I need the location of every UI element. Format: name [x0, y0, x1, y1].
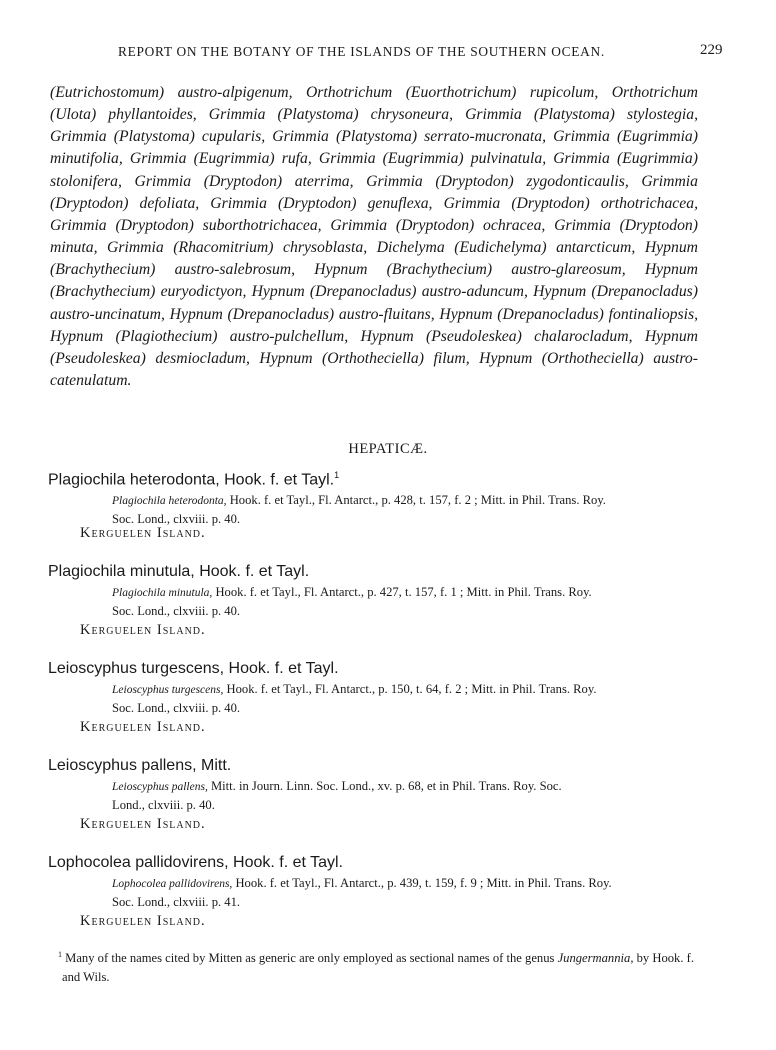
footnote-number: 1: [58, 950, 62, 959]
species-name: Lophocolea pallidovirens, Hook. f. et Tayl.: [48, 854, 343, 871]
locality: Kerguelen Island.: [80, 622, 206, 638]
species-entry: [48, 659, 698, 756]
species-name: Leioscyphus turgescens, Hook. f. et Tayl.: [48, 660, 339, 677]
reference-species: Leioscyphus turgescens,: [112, 684, 224, 696]
reference-species: Plagiochila heterodonta,: [112, 495, 227, 508]
reference-citation: Hook. f. et Tayl., Fl. Antarct., p. 428, t. 157, f. 2 ; Mitt. in Phil. Trans. Roy.: [226, 493, 606, 508]
reference-citation: Hook. f. et Tayl., Fl. Antarct., p. 427, t. 157, f. 1 ; Mitt. in Phil. Trans. Roy.: [212, 585, 592, 599]
reference-citation: Hook. f. et Tayl., Fl. Antarct., p. 439, t. 159, f. 9 ; Mitt. in Phil. Trans. Roy.: [232, 876, 612, 890]
footnote-genus: Jungermannia,: [557, 951, 634, 966]
reference-citation-cont: Soc. Lond., clxviii. p. 40.: [112, 700, 241, 715]
species-entry: [48, 756, 698, 853]
reference-species: Leioscyphus pallens,: [112, 781, 208, 793]
species-entry: [48, 853, 698, 950]
species-entry: [48, 562, 698, 659]
species-entry: [48, 465, 698, 562]
species-name: Plagiochila heterodonta, Hook. f. et Tayl.$^1$: [48, 470, 340, 489]
species-reference: [112, 584, 698, 620]
species-reference: [112, 778, 698, 814]
species-reference: [112, 875, 698, 911]
locality: Kerguelen Island.: [80, 719, 206, 735]
section-heading: HEPATICÆ.: [348, 441, 428, 457]
reference-citation: Mitt. in Journ. Linn. Soc. Lond., xv. p. 68, et in Phil. Trans. Roy. Soc.: [207, 779, 562, 793]
reference-citation-cont: Soc. Lond., clxviii. p. 41.: [112, 894, 241, 909]
footnote-mark: 1: [334, 470, 340, 480]
locality: Kerguelen Island.: [80, 525, 206, 541]
footnote-text: Many of the names cited by Mitten as generic are only employed as sectional names of the genus: [62, 951, 558, 966]
footnote-text-end: by Hook. f. and Wils.: [62, 951, 694, 984]
reference-species: Plagiochila minutula,: [112, 587, 213, 599]
species-name: Leioscyphus pallens, Mitt.: [48, 757, 232, 774]
footnote: [48, 946, 712, 986]
page-number: 229: [700, 42, 723, 58]
reference-species: Lophocolea pallidovirens,: [112, 878, 233, 890]
species-reference: [112, 492, 698, 528]
locality: Kerguelen Island.: [80, 816, 206, 832]
species-entries: [48, 465, 698, 950]
species-name: Plagiochila minutula, Hook. f. et Tayl.: [48, 563, 310, 580]
running-title: REPORT ON THE BOTANY OF THE ISLANDS OF THE SOUTHERN OCEAN.: [118, 44, 605, 59]
moss-list-text: (Eutrichostomum) austro-alpigenum, Orthotrichum (Euorthotrichum) rupicolum, Orthotrichum (Ulota) phyllantoides, Grimmia (Platystoma) chrysoneura, Grimmia (Platystoma) stylostegia, Grimmia (Platystoma) cupularis, Grimmia (Platystoma) serrato-mucronata, Grimmia (Eugrimmia) minutifolia, Grimmia (Eugrimmia) rufa, Grimmia (Eugrimmia) pulvinatula, Grimmia (Eugrimmia) stolonifera, Grimmia (Dryptodon) aterrima, Grimmia (Dryptodon) zygodonticaulis, Grimmia (Dryptodon) defoliata, Grimmia (Dryptodon) genuflexa, Grimmia (Dryptodon) orthotrichacea, Grimmia (Dryptodon) suborthotrichacea, Grimmia (Dryptodon) ochracea, Grimmia (Dryptodon) minuta, Grimmia (Rhacomitrium) chrysoblasta, Dichelyma (Eudichelyma) antarcticum, Hypnum (Brachythecium) austro-salebrosum, Hypnum (Brachythecium) austro-glareosum, Hypnum (Brachythecium) euryodictyon, Hypnum (Drepanocladus) austro-aduncum, Hypnum (Drepanocladus) austro-uncinatum, Hypnum (Drepanocladus) austro-fluitans, Hypnum (Drepanocladus) fontinaliopsis, Hypnum (Plagiothecium) austro-pulchellum, Hypnum (Pseudoleskea) chalarocladum, Hypnum (Pseudoleskea) desmiocladum, Hypnum (Orthotheciella) filum, Hypnum (Orthotheciella) austro-catenulatum.: [50, 84, 698, 390]
locality: Kerguelen Island.: [80, 913, 206, 929]
moss-list-paragraph: [50, 82, 698, 392]
reference-citation: Hook. f. et Tayl., Fl. Antarct., p. 150, t. 64, f. 2 ; Mitt. in Phil. Trans. Roy.: [223, 682, 597, 696]
reference-citation-cont: Soc. Lond., clxviii. p. 40.: [112, 603, 241, 618]
reference-citation-cont: Lond., clxviii. p. 40.: [112, 797, 215, 812]
reference-citation-cont: Soc. Lond., clxviii. p. 40.: [112, 511, 241, 526]
species-reference: [112, 681, 698, 717]
